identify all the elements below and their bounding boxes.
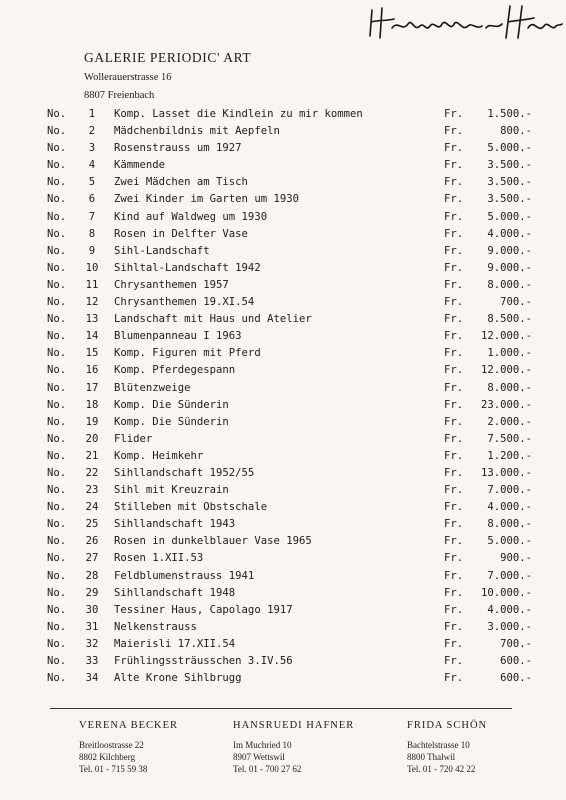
list-item bbox=[0, 604, 566, 621]
work-currency: Fr. bbox=[444, 142, 464, 155]
work-prefix: No. bbox=[47, 261, 67, 274]
work-prefix: No. bbox=[47, 193, 67, 206]
work-title: Stilleben mit Obstschale bbox=[114, 501, 268, 514]
work-price: 8.500.- bbox=[487, 313, 532, 326]
work-prefix: No. bbox=[47, 415, 67, 428]
list-item bbox=[0, 655, 566, 672]
work-price: 8.000.- bbox=[487, 381, 532, 394]
work-currency: Fr. bbox=[444, 603, 464, 616]
contact-city: 8907 Wettswil bbox=[233, 752, 285, 762]
work-prefix: No. bbox=[47, 244, 67, 257]
work-currency: Fr. bbox=[444, 159, 464, 172]
work-currency: Fr. bbox=[444, 535, 464, 548]
work-price: 700.- bbox=[500, 637, 532, 650]
work-currency: Fr. bbox=[444, 398, 464, 411]
work-number: 29 bbox=[85, 586, 99, 599]
list-item bbox=[0, 399, 566, 416]
work-title: Sihltal-Landschaft 1942 bbox=[114, 261, 261, 274]
work-title: Blütenzweige bbox=[114, 381, 191, 394]
list-item bbox=[0, 587, 566, 604]
work-number: 14 bbox=[85, 330, 99, 343]
work-currency: Fr. bbox=[444, 313, 464, 326]
work-number: 11 bbox=[85, 278, 99, 291]
work-title: Feldblumenstrauss 1941 bbox=[114, 569, 255, 582]
contact-street: Im Muchried 10 bbox=[233, 740, 292, 750]
work-prefix: No. bbox=[47, 603, 67, 616]
signature-icon bbox=[368, 2, 564, 42]
work-title: Kind auf Waldweg um 1930 bbox=[114, 210, 268, 223]
work-currency: Fr. bbox=[444, 620, 464, 633]
work-currency: Fr. bbox=[444, 552, 464, 565]
list-item bbox=[0, 501, 566, 518]
work-price: 12.000.- bbox=[480, 330, 532, 343]
work-currency: Fr. bbox=[444, 449, 464, 462]
work-prefix: No. bbox=[47, 108, 67, 120]
work-number: 4 bbox=[88, 159, 96, 172]
contact-phone: Tel. 01 - 700 27 62 bbox=[233, 764, 302, 774]
work-title: Landschaft mit Haus und Atelier bbox=[114, 313, 312, 326]
work-number: 27 bbox=[85, 552, 99, 565]
work-price: 8.000.- bbox=[487, 278, 532, 291]
work-number: 22 bbox=[85, 466, 99, 479]
contact-city: 8802 Kilchberg bbox=[79, 752, 136, 762]
work-currency: Fr. bbox=[444, 125, 464, 138]
work-currency: Fr. bbox=[444, 569, 464, 582]
work-currency: Fr. bbox=[444, 261, 464, 274]
work-title: Komp. Heimkehr bbox=[114, 449, 204, 462]
work-price: 4.000.- bbox=[487, 501, 532, 514]
work-prefix: No. bbox=[47, 364, 67, 377]
list-item bbox=[0, 330, 566, 347]
work-number: 15 bbox=[85, 347, 99, 360]
work-title: Chrysanthemen 19.XI.54 bbox=[114, 296, 255, 309]
work-number: 28 bbox=[85, 569, 99, 582]
work-number: 20 bbox=[85, 432, 99, 445]
work-prefix: No. bbox=[47, 586, 67, 599]
work-currency: Fr. bbox=[444, 586, 464, 599]
work-title: Komp. Figuren mit Pferd bbox=[114, 347, 261, 360]
work-price: 4.000.- bbox=[487, 603, 532, 616]
gallery-street: Wollerauerstrasse 16 bbox=[84, 72, 172, 83]
work-price: 800.- bbox=[500, 125, 532, 138]
work-price: 3.500.- bbox=[487, 193, 532, 206]
handwritten-signature bbox=[368, 2, 564, 42]
gallery-header bbox=[84, 50, 252, 101]
work-number: 5 bbox=[88, 176, 96, 189]
work-prefix: No. bbox=[47, 176, 67, 189]
contact-name: FRIDA SCHÖN bbox=[407, 720, 488, 731]
work-number: 23 bbox=[85, 484, 99, 497]
list-item bbox=[0, 570, 566, 587]
list-item bbox=[0, 262, 566, 279]
work-title: Mädchenbildnis mit Aepfeln bbox=[114, 125, 280, 138]
work-title: Rosen in Delfter Vase bbox=[114, 227, 248, 240]
contact-city: 8800 Thalwil bbox=[407, 752, 456, 762]
work-prefix: No. bbox=[47, 398, 67, 411]
work-number: 2 bbox=[88, 125, 96, 138]
work-number: 17 bbox=[85, 381, 99, 394]
work-currency: Fr. bbox=[444, 637, 464, 650]
work-number: 21 bbox=[85, 449, 99, 462]
work-price: 700.- bbox=[500, 296, 532, 309]
work-price: 4.000.- bbox=[487, 227, 532, 240]
list-item bbox=[0, 228, 566, 245]
work-price: 23.000.- bbox=[480, 398, 532, 411]
work-prefix: No. bbox=[47, 210, 67, 223]
work-prefix: No. bbox=[47, 552, 67, 565]
work-currency: Fr. bbox=[444, 330, 464, 343]
list-item bbox=[0, 313, 566, 330]
work-prefix: No. bbox=[47, 449, 67, 462]
work-price: 600.- bbox=[500, 655, 532, 667]
list-item bbox=[0, 416, 566, 433]
list-item bbox=[0, 382, 566, 399]
work-price: 1.000.- bbox=[487, 347, 532, 360]
work-number: 7 bbox=[88, 210, 96, 223]
footer-divider bbox=[50, 708, 512, 709]
work-title: Zwei Kinder im Garten um 1930 bbox=[114, 193, 299, 206]
work-price: 9.000.- bbox=[487, 244, 532, 257]
work-prefix: No. bbox=[47, 330, 67, 343]
work-prefix: No. bbox=[47, 381, 67, 394]
work-number: 25 bbox=[85, 518, 99, 531]
list-item bbox=[0, 108, 566, 125]
work-price: 5.000.- bbox=[487, 210, 532, 223]
work-title: Nelkenstrauss bbox=[114, 620, 197, 633]
work-title: Maierisli 17.XII.54 bbox=[114, 637, 236, 650]
work-currency: Fr. bbox=[444, 655, 464, 667]
work-currency: Fr. bbox=[444, 176, 464, 189]
list-item bbox=[0, 142, 566, 159]
work-title: Komp. Die Sünderin bbox=[114, 415, 229, 428]
work-number: 24 bbox=[85, 501, 99, 514]
work-currency: Fr. bbox=[444, 347, 464, 360]
work-title: Flider bbox=[114, 432, 153, 445]
contact-name: HANSRUEDI HAFNER bbox=[233, 720, 355, 731]
work-prefix: No. bbox=[47, 620, 67, 633]
work-title: Alte Krone Sihlbrugg bbox=[114, 672, 242, 685]
work-number: 30 bbox=[85, 603, 99, 616]
work-price: 12.000.- bbox=[480, 364, 532, 377]
work-currency: Fr. bbox=[444, 108, 464, 120]
work-number: 16 bbox=[85, 364, 99, 377]
work-price: 7.500.- bbox=[487, 432, 532, 445]
work-prefix: No. bbox=[47, 125, 67, 138]
list-item bbox=[0, 433, 566, 450]
work-currency: Fr. bbox=[444, 210, 464, 223]
list-item bbox=[0, 125, 566, 142]
work-number: 10 bbox=[85, 261, 99, 274]
work-number: 6 bbox=[88, 193, 96, 206]
contact-phone: Tel. 01 - 720 42 22 bbox=[407, 764, 476, 774]
work-title: Sihllandschaft 1948 bbox=[114, 586, 236, 599]
work-prefix: No. bbox=[47, 466, 67, 479]
work-currency: Fr. bbox=[444, 672, 464, 685]
list-item bbox=[0, 518, 566, 535]
work-title: Blumenpanneau I 1963 bbox=[114, 330, 242, 343]
work-title: Sihl-Landschaft bbox=[114, 244, 210, 257]
list-item bbox=[0, 245, 566, 262]
work-title: Zwei Mädchen am Tisch bbox=[114, 176, 248, 189]
work-currency: Fr. bbox=[444, 364, 464, 377]
work-price: 7.000.- bbox=[487, 484, 532, 497]
work-currency: Fr. bbox=[444, 296, 464, 309]
work-number: 32 bbox=[85, 637, 99, 650]
work-prefix: No. bbox=[47, 278, 67, 291]
work-prefix: No. bbox=[47, 518, 67, 531]
gallery-city: 8807 Freienbach bbox=[84, 90, 155, 101]
work-currency: Fr. bbox=[444, 227, 464, 240]
work-number: 18 bbox=[85, 398, 99, 411]
contact-street: Bachtelstrasse 10 bbox=[407, 740, 470, 750]
work-title: Komp. Die Sünderin bbox=[114, 398, 229, 411]
work-currency: Fr. bbox=[444, 415, 464, 428]
work-prefix: No. bbox=[47, 655, 67, 667]
work-price: 9.000.- bbox=[487, 261, 532, 274]
work-number: 3 bbox=[88, 142, 96, 155]
work-price: 10.000.- bbox=[480, 586, 532, 599]
list-item bbox=[0, 552, 566, 569]
work-price: 600.- bbox=[500, 672, 532, 685]
work-number: 13 bbox=[85, 313, 99, 326]
list-item bbox=[0, 535, 566, 552]
contact-street: Breitloostrasse 22 bbox=[79, 740, 144, 750]
list-item bbox=[0, 467, 566, 484]
work-prefix: No. bbox=[47, 296, 67, 309]
list-item bbox=[0, 296, 566, 313]
list-item bbox=[0, 347, 566, 364]
work-prefix: No. bbox=[47, 569, 67, 582]
work-currency: Fr. bbox=[444, 518, 464, 531]
work-currency: Fr. bbox=[444, 244, 464, 257]
work-price: 3.000.- bbox=[487, 620, 532, 633]
list-item bbox=[0, 364, 566, 381]
work-number: 33 bbox=[85, 655, 99, 667]
work-title: Sihllandschaft 1943 bbox=[114, 518, 236, 531]
work-prefix: No. bbox=[47, 432, 67, 445]
work-currency: Fr. bbox=[444, 432, 464, 445]
list-item bbox=[0, 176, 566, 193]
works-list bbox=[0, 108, 566, 689]
work-price: 3.500.- bbox=[487, 159, 532, 172]
work-title: Frühlingssträusschen 3.IV.56 bbox=[114, 655, 293, 667]
work-currency: Fr. bbox=[444, 466, 464, 479]
work-title: Komp. Lasset die Kindlein zu mir kommen bbox=[114, 108, 363, 120]
work-price: 1.500.- bbox=[487, 108, 532, 120]
contact-hansruedi-hafner bbox=[233, 720, 355, 774]
work-prefix: No. bbox=[47, 347, 67, 360]
work-title: Sihl mit Kreuzrain bbox=[114, 484, 229, 497]
contact-verena-becker bbox=[79, 720, 179, 774]
work-number: 19 bbox=[85, 415, 99, 428]
contact-frida-schoen bbox=[407, 720, 488, 774]
work-number: 8 bbox=[88, 227, 96, 240]
list-item bbox=[0, 211, 566, 228]
work-prefix: No. bbox=[47, 159, 67, 172]
work-currency: Fr. bbox=[444, 484, 464, 497]
work-title: Chrysanthemen 1957 bbox=[114, 278, 229, 291]
work-price: 8.000.- bbox=[487, 518, 532, 531]
work-number: 26 bbox=[85, 535, 99, 548]
work-prefix: No. bbox=[47, 672, 67, 685]
work-currency: Fr. bbox=[444, 381, 464, 394]
contact-phone: Tel. 01 - 715 59 38 bbox=[79, 764, 148, 774]
work-price: 3.500.- bbox=[487, 176, 532, 189]
work-title: Rosen 1.XII.53 bbox=[114, 552, 204, 565]
work-price: 1.200.- bbox=[487, 449, 532, 462]
work-number: 12 bbox=[85, 296, 99, 309]
work-prefix: No. bbox=[47, 227, 67, 240]
list-item bbox=[0, 450, 566, 467]
work-price: 13.000.- bbox=[480, 466, 532, 479]
work-price: 900.- bbox=[500, 552, 532, 565]
work-prefix: No. bbox=[47, 501, 67, 514]
work-price: 5.000.- bbox=[487, 142, 532, 155]
work-title: Komp. Pferdegespann bbox=[114, 364, 236, 377]
work-price: 2.000.- bbox=[487, 415, 532, 428]
list-item bbox=[0, 621, 566, 638]
work-prefix: No. bbox=[47, 484, 67, 497]
list-item bbox=[0, 279, 566, 296]
list-item bbox=[0, 672, 566, 689]
gallery-name: GALERIE PERIODIC' ART bbox=[84, 50, 252, 65]
work-prefix: No. bbox=[47, 142, 67, 155]
work-price: 5.000.- bbox=[487, 535, 532, 548]
work-prefix: No. bbox=[47, 313, 67, 326]
work-number: 9 bbox=[88, 244, 96, 257]
work-currency: Fr. bbox=[444, 193, 464, 206]
work-title: Rosen in dunkelblauer Vase 1965 bbox=[114, 535, 312, 548]
list-item bbox=[0, 484, 566, 501]
work-title: Sihllandschaft 1952/55 bbox=[114, 466, 255, 479]
list-item bbox=[0, 638, 566, 655]
work-currency: Fr. bbox=[444, 501, 464, 514]
list-item bbox=[0, 193, 566, 210]
contact-name: VERENA BECKER bbox=[79, 720, 179, 731]
work-title: Tessiner Haus, Capolago 1917 bbox=[114, 603, 293, 616]
work-price: 7.000.- bbox=[487, 569, 532, 582]
work-number: 1 bbox=[88, 108, 96, 120]
work-title: Kämmende bbox=[114, 159, 166, 172]
work-number: 31 bbox=[85, 620, 99, 633]
work-currency: Fr. bbox=[444, 278, 464, 291]
work-prefix: No. bbox=[47, 637, 67, 650]
list-item bbox=[0, 159, 566, 176]
work-number: 34 bbox=[85, 672, 99, 685]
work-title: Rosenstrauss um 1927 bbox=[114, 142, 242, 155]
work-prefix: No. bbox=[47, 535, 67, 548]
